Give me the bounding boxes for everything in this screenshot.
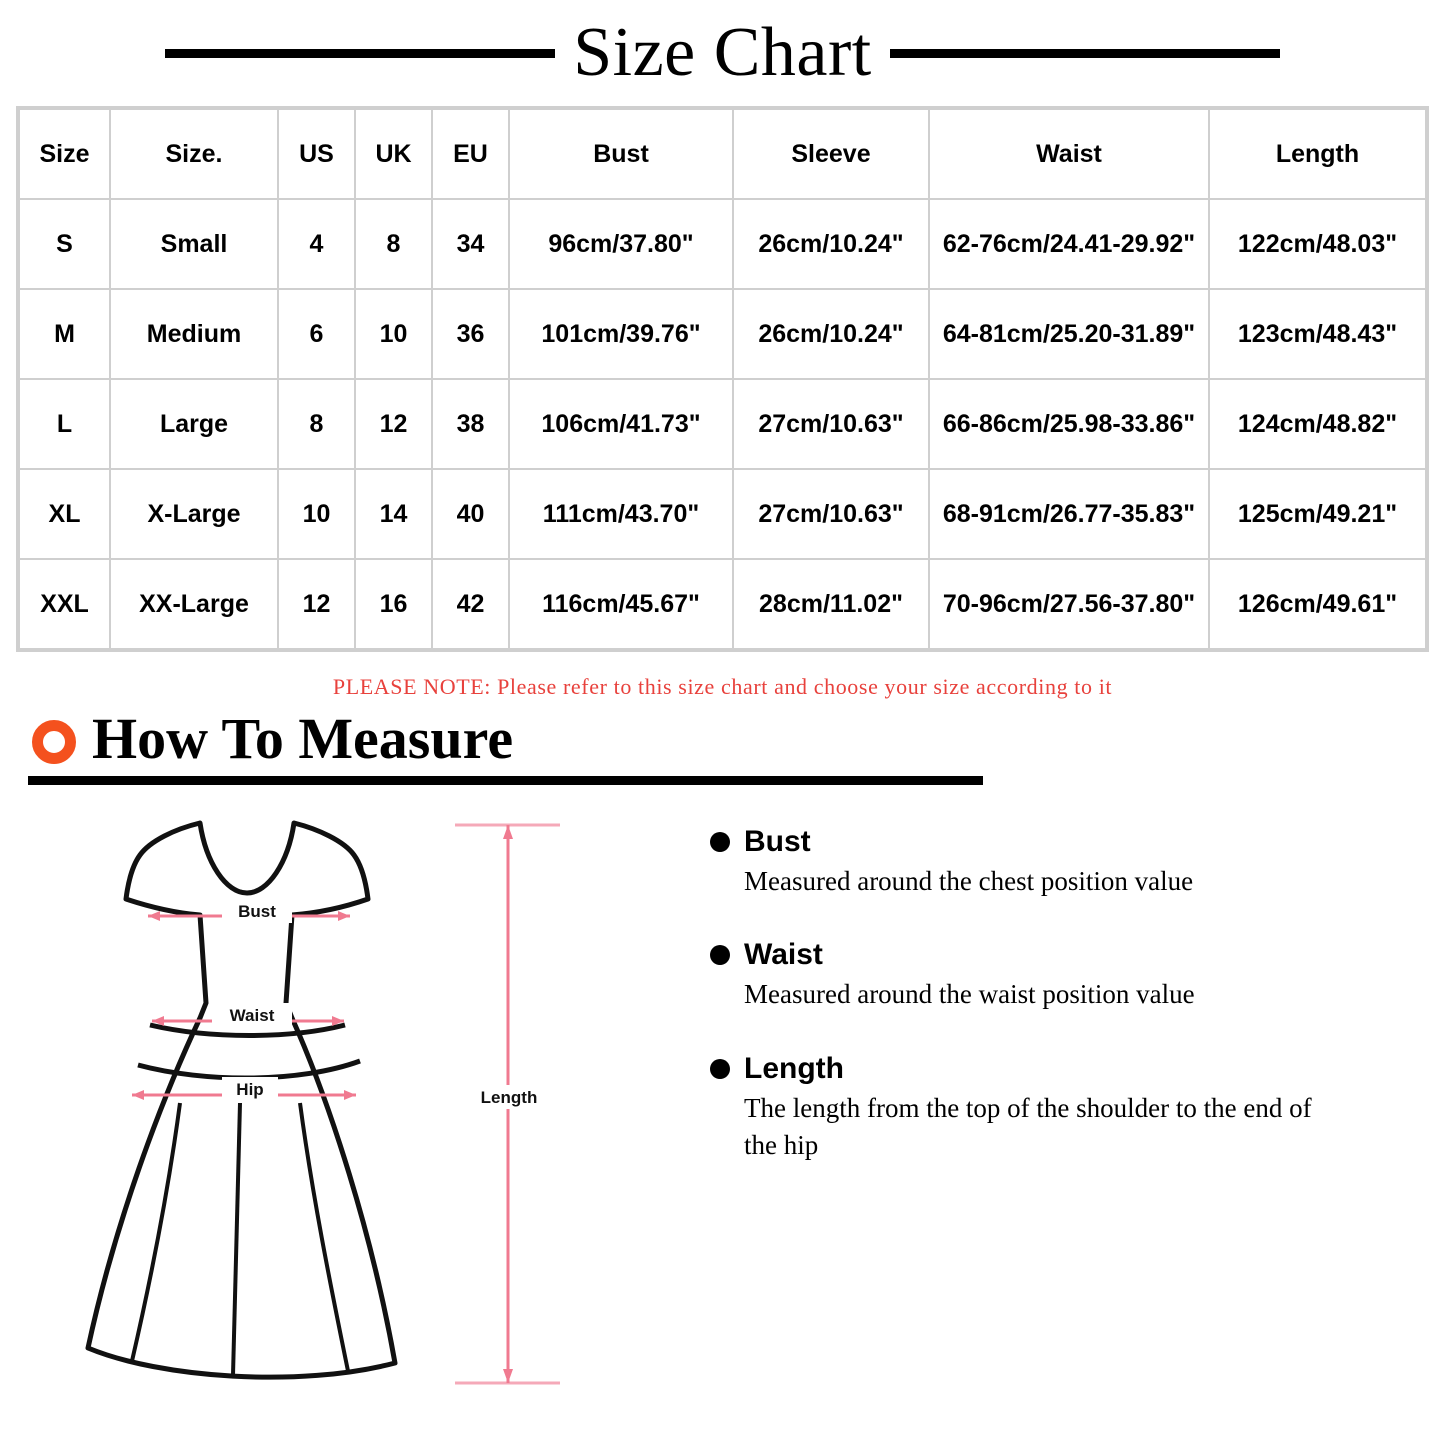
cell-bust: 101cm/39.76" [509, 289, 733, 379]
cell-bust: 106cm/41.73" [509, 379, 733, 469]
measure-item-body: The length from the top of the shoulder to the end of the hip [744, 1092, 1312, 1160]
page-header [0, 0, 1445, 92]
ring-bullet-icon [32, 720, 76, 764]
cell-us: 10 [278, 469, 355, 559]
measure-item-title: Bust [744, 825, 811, 858]
how-to-measure-title: How To Measure [92, 706, 514, 771]
figure-label-hip: Hip [236, 1080, 264, 1099]
measure-item-bust [710, 825, 1415, 900]
bullet-dot-icon [710, 1059, 730, 1079]
measure-item-body: Measured around the chest position value [744, 866, 1194, 896]
cell-eu: 40 [432, 469, 509, 559]
size-chart-table [18, 108, 1427, 650]
measure-item-title: Waist [744, 938, 823, 972]
cell-size-name: Small [110, 199, 278, 289]
column-header-us: US [278, 109, 355, 199]
cell-uk: 12 [355, 379, 432, 469]
column-header-eu: EU [432, 109, 509, 199]
figure-label-length: Length [480, 1088, 538, 1107]
cell-sleeve: 28cm/11.02" [733, 559, 929, 649]
bullet-dot-icon [710, 832, 730, 852]
column-header-size-name: Size. [110, 109, 278, 199]
cell-us: 12 [278, 559, 355, 649]
page-title: Size Chart [573, 14, 872, 91]
cell-eu: 42 [432, 559, 509, 649]
cell-sleeve: 27cm/10.63" [733, 379, 929, 469]
cell-waist: 70-96cm/27.56-37.80" [929, 559, 1209, 649]
column-header-sleeve: Sleeve [733, 109, 929, 199]
column-header-length: Length [1209, 109, 1426, 199]
cell-waist: 64-81cm/25.20-31.89" [929, 289, 1209, 379]
table-row [19, 199, 1426, 289]
bullet-dot-icon [710, 945, 730, 965]
column-header-bust: Bust [509, 109, 733, 199]
cell-us: 6 [278, 289, 355, 379]
cell-sleeve: 27cm/10.63" [733, 469, 929, 559]
cell-size: L [19, 379, 110, 469]
cell-size: XL [19, 469, 110, 559]
cell-size: M [19, 289, 110, 379]
cell-size-name: Large [110, 379, 278, 469]
measure-section [0, 803, 1445, 1403]
cell-size: XXL [19, 559, 110, 649]
figure-label-waist: Waist [229, 1006, 275, 1025]
cell-uk: 16 [355, 559, 432, 649]
header-rule-left [165, 49, 555, 58]
how-to-measure-heading [0, 704, 1445, 771]
please-note-text: PLEASE NOTE: Please refer to this size chart and choose your size according to it [332, 674, 1113, 699]
cell-length: 123cm/48.43" [1209, 289, 1426, 379]
cell-length: 124cm/48.82" [1209, 379, 1426, 469]
measure-item-length [710, 1052, 1415, 1165]
table-row [19, 379, 1426, 469]
dress-diagram [0, 803, 700, 1403]
cell-size-name: Medium [110, 289, 278, 379]
cell-uk: 8 [355, 199, 432, 289]
figure-label-bust: Bust [238, 902, 276, 921]
column-header-waist: Waist [929, 109, 1209, 199]
cell-length: 122cm/48.03" [1209, 199, 1426, 289]
cell-us: 8 [278, 379, 355, 469]
measure-descriptions [700, 803, 1445, 1403]
table-header-row [19, 109, 1426, 199]
table-row [19, 289, 1426, 379]
cell-size-name: X-Large [110, 469, 278, 559]
size-chart-table-container [16, 106, 1429, 652]
cell-eu: 36 [432, 289, 509, 379]
cell-size: S [19, 199, 110, 289]
measure-item-body: Measured around the waist position value [744, 979, 1195, 1010]
cell-length: 125cm/49.21" [1209, 469, 1426, 559]
cell-bust: 116cm/45.67" [509, 559, 733, 649]
column-header-size: Size [19, 109, 110, 199]
cell-length: 126cm/49.61" [1209, 559, 1426, 649]
cell-waist: 62-76cm/24.41-29.92" [929, 199, 1209, 289]
cell-us: 4 [278, 199, 355, 289]
table-row [19, 469, 1426, 559]
cell-waist: 68-91cm/26.77-35.83" [929, 469, 1209, 559]
measure-item-title: Length [744, 1051, 844, 1085]
cell-eu: 38 [432, 379, 509, 469]
cell-bust: 96cm/37.80" [509, 199, 733, 289]
dress-illustration-svg [0, 803, 700, 1403]
cell-sleeve: 26cm/10.24" [733, 289, 929, 379]
table-row [19, 559, 1426, 649]
cell-eu: 34 [432, 199, 509, 289]
cell-waist: 66-86cm/25.98-33.86" [929, 379, 1209, 469]
cell-uk: 14 [355, 469, 432, 559]
how-to-measure-rule [28, 776, 983, 785]
cell-sleeve: 26cm/10.24" [733, 199, 929, 289]
header-rule-right [890, 49, 1280, 58]
measure-item-waist [710, 938, 1415, 1013]
cell-uk: 10 [355, 289, 432, 379]
cell-bust: 111cm/43.70" [509, 469, 733, 559]
column-header-uk: UK [355, 109, 432, 199]
cell-size-name: XX-Large [110, 559, 278, 649]
